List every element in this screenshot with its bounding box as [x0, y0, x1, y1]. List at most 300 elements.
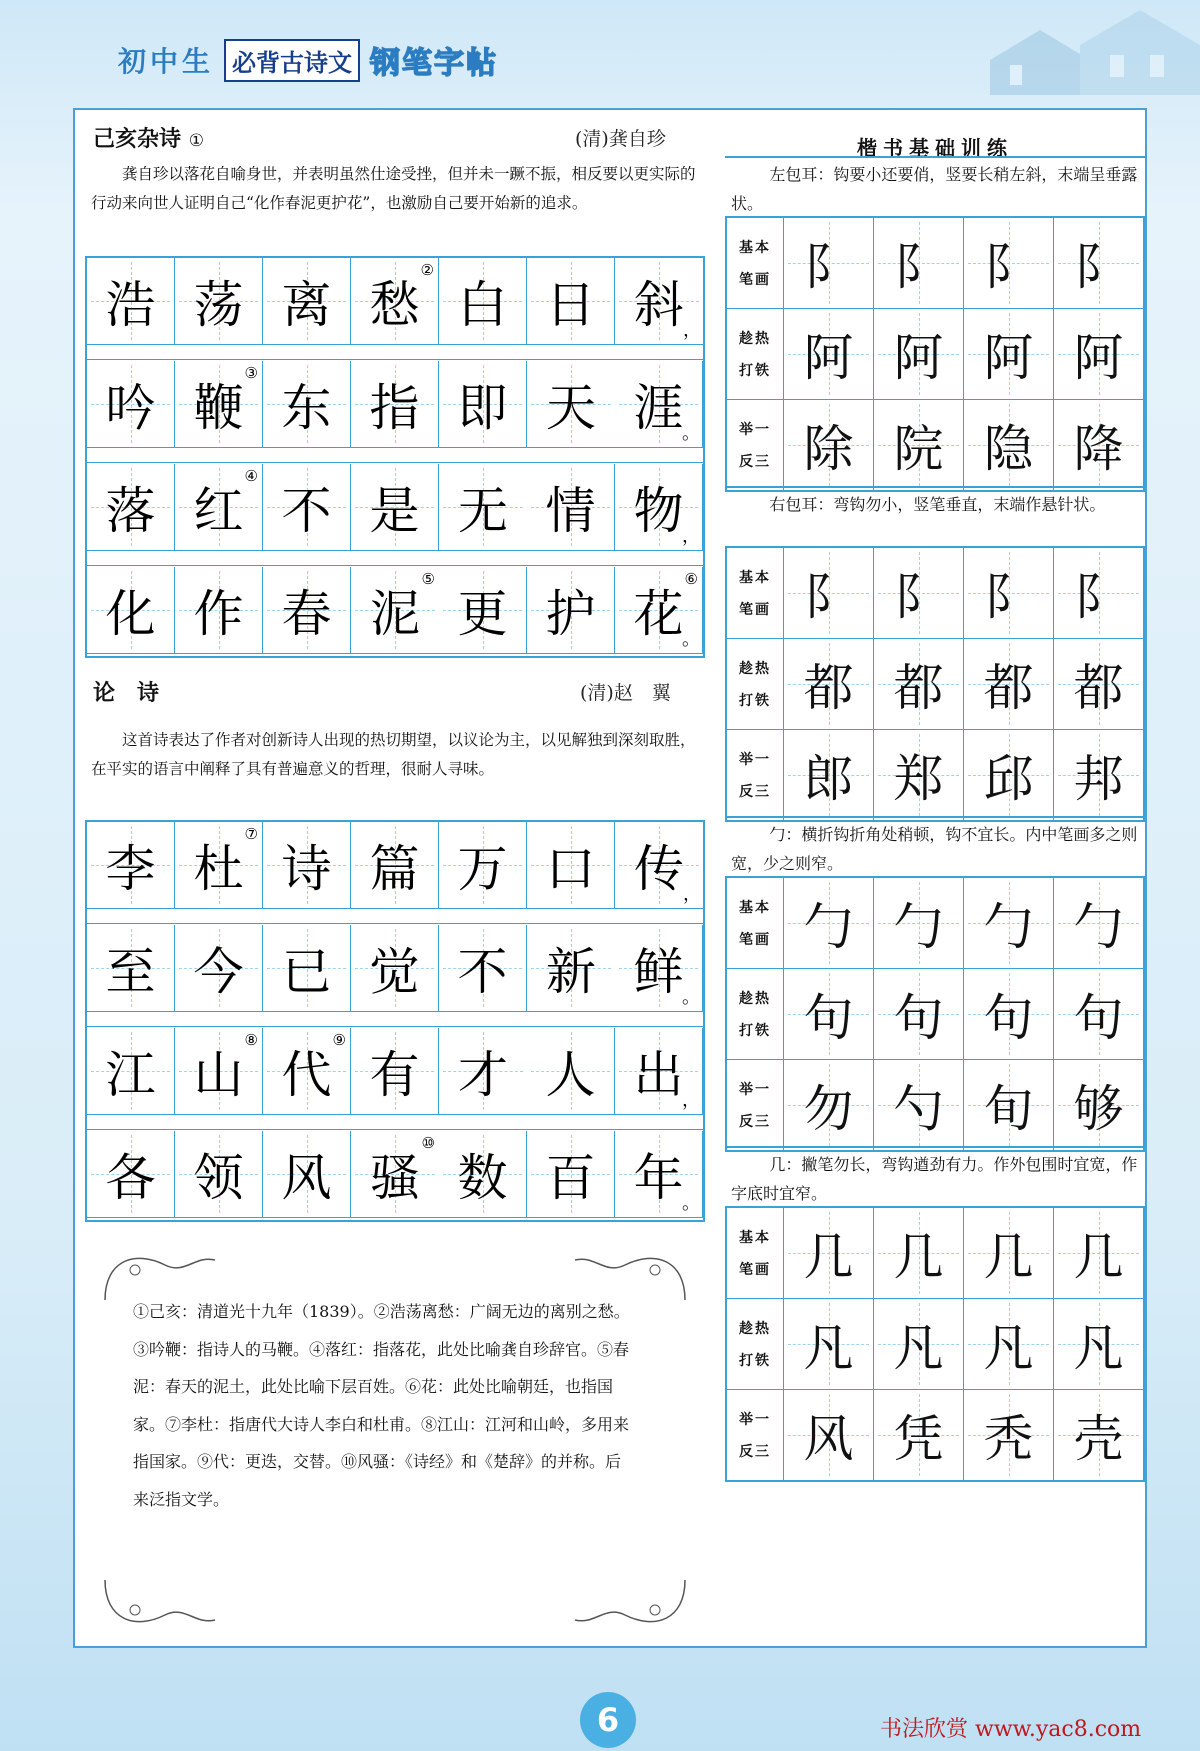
char-cell	[263, 1028, 351, 1115]
practice-character: 阝	[803, 568, 854, 626]
row-label-text: 基本	[739, 900, 771, 916]
practice-cell	[784, 878, 874, 968]
row-label-text: 基本	[739, 570, 771, 586]
row-label	[727, 639, 784, 729]
practice-row-hot	[727, 969, 1143, 1060]
practice-character: 几	[803, 1228, 854, 1286]
poem-character: 泥	[370, 585, 420, 644]
punctuation-mark: ，	[682, 1090, 700, 1112]
practice-cell	[964, 309, 1054, 399]
row-label	[727, 1299, 784, 1389]
practice-row-hot	[727, 639, 1143, 730]
practice-cell	[784, 548, 874, 638]
practice-cell	[964, 400, 1054, 490]
row-label	[727, 730, 784, 820]
poem-character: 风	[281, 1149, 332, 1208]
practice-cell	[1054, 969, 1143, 1059]
char-cell	[615, 1028, 703, 1115]
practice-cell	[784, 400, 874, 490]
char-cell	[615, 1131, 703, 1218]
row-label	[727, 1390, 784, 1480]
row-label-text: 趁热	[739, 661, 771, 677]
char-cell	[351, 567, 439, 654]
char-cell	[87, 1131, 175, 1218]
char-cell	[263, 1131, 351, 1218]
practice-character: 阝	[893, 568, 944, 626]
practice-character: 阝	[1073, 568, 1124, 626]
row-label-text: 趁热	[739, 1321, 771, 1337]
row-label	[727, 969, 784, 1059]
practice-character: 凡	[983, 1319, 1034, 1377]
practice-cell	[874, 1390, 964, 1480]
row-label-text: 反三	[739, 1444, 771, 1460]
char-cell	[351, 1028, 439, 1115]
poem-character: 白	[457, 276, 508, 334]
footnote-marker: ⑨	[332, 1031, 346, 1050]
char-cell	[439, 822, 527, 909]
char-cell	[615, 258, 703, 345]
practice-grid	[725, 216, 1145, 492]
char-cell	[527, 258, 615, 345]
row-label	[727, 400, 784, 490]
practice-character: 阿	[983, 329, 1034, 387]
poem-character: 化	[105, 585, 156, 644]
practice-cell	[874, 1299, 964, 1389]
poem-character: 离	[281, 276, 332, 334]
poem1-title-row	[93, 122, 204, 153]
practice-character: 阝	[893, 238, 944, 296]
poem-character: 江	[105, 1046, 156, 1105]
row-spacer	[87, 911, 703, 924]
poem2-intro: 这首诗表达了作者对创新诗人出现的热切期望，以议论为主，以见解独到深刻取胜，在平实的语言中阐释了具有普遍意义的哲理，很耐人寻味。	[91, 731, 696, 778]
row-label-text: 笔画	[739, 932, 771, 948]
char-cell	[175, 361, 263, 448]
practice-grid	[725, 876, 1145, 1152]
practice-cell	[874, 1060, 964, 1150]
practice-character: 邦	[1073, 750, 1124, 808]
row-label-text: 反三	[739, 784, 771, 800]
poem-character: 传	[634, 840, 684, 898]
practice-character: 勿	[803, 1080, 854, 1138]
poem-character: 篇	[369, 840, 420, 898]
char-cell	[175, 925, 263, 1012]
practice-cell	[784, 218, 874, 308]
practice-cell	[1054, 1390, 1143, 1480]
row-spacer	[87, 450, 703, 463]
practice-cell	[1054, 639, 1143, 729]
char-cell	[615, 925, 703, 1012]
practice-character: 勹	[983, 898, 1034, 956]
char-cell	[527, 925, 615, 1012]
char-cell	[615, 567, 703, 654]
char-cell	[527, 567, 615, 654]
poem-character: 日	[545, 276, 596, 334]
punctuation-mark: 。	[682, 987, 700, 1009]
practice-row-hot	[727, 309, 1143, 400]
poem-character: 有	[369, 1046, 420, 1105]
footnote-marker: ④	[244, 467, 258, 486]
practice-cell	[784, 730, 874, 820]
practice-character: 壳	[1073, 1410, 1124, 1468]
practice-character: 阝	[803, 238, 854, 296]
practice-cell	[874, 1208, 964, 1298]
practice-cell	[1054, 730, 1143, 820]
poem-character: 更	[457, 585, 508, 644]
row-spacer	[87, 1117, 703, 1130]
annotation-notes: ①己亥：清道光十九年（1839）。②浩荡离愁：广阔无边的离别之愁。③吟鞭：指诗人的马鞭。④落红：指落花，此处比喻龚自珍辞官。⑤春泥：春天的泥土，此处比喻下层百姓。⑥花：此处比喻朝廷，也指国家。⑦李杜：指唐代大诗人李白和杜甫。⑧江山：江河和山岭，多用来指国家。⑨代：更迭，交替。⑩风骚：《诗经》和《楚辞》的并称。后来泛指文学。	[133, 1302, 630, 1509]
char-cell	[351, 925, 439, 1012]
footnote-marker: ⑥	[684, 570, 698, 589]
punctuation-mark: ，	[683, 320, 701, 341]
punctuation-mark: 。	[682, 1193, 700, 1215]
char-cell	[175, 258, 263, 345]
poem-character: 才	[458, 1046, 508, 1105]
char-cell	[351, 258, 439, 345]
row-label	[727, 878, 784, 968]
practice-character: 秃	[983, 1410, 1034, 1468]
punctuation-mark: 。	[682, 629, 700, 651]
building-decoration-icon	[970, 0, 1200, 95]
practice-character: 句	[803, 989, 854, 1047]
practice-character: 降	[1073, 420, 1124, 478]
practice-row-apply	[727, 1060, 1143, 1150]
punctuation-mark: ，	[683, 884, 701, 905]
practice-character: 阝	[1073, 238, 1124, 296]
book-title-part3: 钢笔字帖	[370, 46, 499, 81]
practice-cell	[874, 400, 964, 490]
practice-cell	[964, 969, 1054, 1059]
poem1-intro: 龚自珍以落花自喻身世，并表明虽然仕途受挫，但并未一蹶不振，相反要以更实际的行动来向世人证明自己“化作春泥更护花”，也激励自己要开始新的追求。	[91, 165, 696, 212]
practice-cell	[874, 218, 964, 308]
poem-character: 不	[281, 482, 332, 541]
practice-row-basic	[727, 1208, 1143, 1299]
punctuation-mark: ，	[682, 526, 700, 548]
practice-cell	[964, 218, 1054, 308]
practice-cell	[784, 309, 874, 399]
poem-character: 各	[105, 1149, 156, 1208]
footnote-marker: ③	[244, 364, 258, 383]
char-cell	[87, 925, 175, 1012]
char-cell	[351, 1131, 439, 1218]
poem-character: 不	[457, 943, 508, 1002]
poem-character: 斜	[634, 276, 684, 334]
row-label-text: 笔画	[739, 602, 771, 618]
poem-character: 杜	[193, 840, 244, 898]
practice-cell	[964, 1299, 1054, 1389]
poem-character: 数	[457, 1149, 508, 1208]
practice-character: 勹	[893, 898, 944, 956]
poem-character: 出	[633, 1046, 684, 1105]
practice-character: 几	[1073, 1228, 1124, 1286]
poem-character: 无	[458, 482, 508, 541]
char-cell	[87, 361, 175, 448]
practice-character: 阿	[893, 329, 944, 387]
poem-character: 至	[105, 943, 156, 1002]
practice-cell	[784, 1390, 874, 1480]
book-title-banner	[118, 38, 498, 82]
practice-cell	[964, 1390, 1054, 1480]
practice-character: 句	[893, 989, 944, 1047]
poem-character: 东	[281, 379, 332, 438]
practice-cell	[874, 548, 964, 638]
poem-character: 荡	[193, 276, 244, 334]
row-label	[727, 309, 784, 399]
row-spacer	[87, 347, 703, 360]
practice-row-basic	[727, 548, 1143, 639]
practice-character: 勹	[1073, 898, 1124, 956]
char-cell	[263, 925, 351, 1012]
char-cell	[175, 464, 263, 551]
char-cell	[527, 464, 615, 551]
practice-cell	[1054, 400, 1143, 490]
practice-grid	[725, 1206, 1145, 1482]
char-cell	[351, 822, 439, 909]
practice-cell	[874, 969, 964, 1059]
practice-row-basic	[727, 218, 1143, 309]
char-cell	[615, 464, 703, 551]
poem-character: 已	[281, 943, 332, 1002]
poem-character: 浩	[105, 276, 156, 334]
poem1-author: (清)龚自珍	[575, 128, 666, 150]
practice-cell	[1054, 1060, 1143, 1150]
char-cell	[615, 822, 703, 909]
char-cell	[87, 567, 175, 654]
practice-character: 郑	[893, 750, 944, 808]
poem-character: 鲜	[633, 943, 684, 1002]
char-cell	[439, 464, 527, 551]
practice-cell	[1054, 878, 1143, 968]
poem-character: 骚	[370, 1149, 420, 1208]
char-cell	[263, 567, 351, 654]
poem-character: 红	[193, 482, 244, 541]
practice-character: 隐	[983, 420, 1034, 478]
poem-character: 诗	[281, 840, 332, 898]
poem-character: 即	[457, 379, 508, 438]
row-spacer	[87, 553, 703, 566]
poem-character: 物	[633, 482, 684, 541]
practice-cell	[874, 309, 964, 399]
practice-character: 几	[893, 1228, 944, 1286]
stroke-description: 右包耳：弯钩勿小，竖笔垂直，末端作悬针状。	[769, 495, 1106, 514]
poem-character: 今	[193, 943, 244, 1002]
poem-character: 春	[281, 585, 332, 644]
char-cell	[87, 822, 175, 909]
poem-character: 涯	[633, 379, 684, 438]
row-label-text: 基本	[739, 1230, 771, 1246]
poem-column	[75, 110, 715, 1646]
practice-cell	[874, 878, 964, 968]
practice-character: 都	[893, 659, 944, 717]
practice-character: 勺	[893, 1080, 944, 1138]
poem-character: 李	[105, 840, 156, 898]
poem1-title-note: ①	[188, 131, 204, 151]
char-cell	[351, 361, 439, 448]
row-label-text: 趁热	[739, 331, 771, 347]
practice-character: 阿	[1073, 329, 1124, 387]
practice-cell	[964, 878, 1054, 968]
row-label-text: 笔画	[739, 1262, 771, 1278]
practice-cell	[1054, 548, 1143, 638]
practice-character: 郎	[803, 750, 854, 808]
stroke-description: 左包耳：钩要小还要俏，竖要长稍左斜，末端呈垂露状。	[731, 165, 1138, 213]
poem-character: 觉	[369, 943, 420, 1002]
practice-cell	[1054, 218, 1143, 308]
char-cell	[439, 925, 527, 1012]
practice-title: 楷书基础训练	[857, 136, 1013, 160]
practice-character: 邱	[983, 750, 1034, 808]
practice-character: 旬	[983, 1080, 1034, 1138]
row-label	[727, 548, 784, 638]
practice-cell	[1054, 1208, 1143, 1298]
char-cell	[527, 361, 615, 448]
practice-row-apply	[727, 730, 1143, 820]
row-label-text: 打铁	[739, 693, 771, 709]
practice-character: 院	[893, 420, 944, 478]
row-label-text: 举一	[739, 1082, 771, 1098]
practice-row-apply	[727, 400, 1143, 490]
poem-character: 作	[193, 585, 244, 644]
poem-character: 情	[545, 482, 596, 541]
practice-cell	[964, 1208, 1054, 1298]
page-number: 6	[580, 1692, 636, 1748]
practice-cell	[964, 730, 1054, 820]
char-cell	[87, 258, 175, 345]
poem-character: 山	[193, 1046, 244, 1105]
practice-row-basic	[727, 878, 1143, 969]
practice-character: 凡	[893, 1319, 944, 1377]
char-cell	[263, 258, 351, 345]
poem2-author: (清)赵 翼	[580, 682, 671, 704]
practice-cell	[964, 548, 1054, 638]
practice-character: 阝	[983, 568, 1034, 626]
row-label-text: 趁热	[739, 991, 771, 1007]
practice-cell	[1054, 1299, 1143, 1389]
char-cell	[175, 1028, 263, 1115]
practice-row-hot	[727, 1299, 1143, 1390]
practice-character: 除	[803, 420, 854, 478]
row-label-text: 举一	[739, 1412, 771, 1428]
poem1-grid	[85, 256, 705, 658]
book-title-part2: 必背古诗文	[224, 39, 360, 82]
poem-character: 愁	[369, 276, 420, 334]
char-cell	[439, 1131, 527, 1218]
char-cell	[263, 822, 351, 909]
practice-cell	[1054, 309, 1143, 399]
book-title-part1: 初中生	[118, 45, 215, 78]
row-label-text: 基本	[739, 240, 771, 256]
char-cell	[615, 361, 703, 448]
char-cell	[263, 361, 351, 448]
practice-character: 阿	[803, 329, 854, 387]
char-cell	[439, 361, 527, 448]
poem-character: 口	[545, 840, 596, 898]
poem1-title: 己亥杂诗	[93, 127, 182, 152]
footnote-marker: ⑤	[421, 570, 435, 589]
row-label-text: 打铁	[739, 1023, 771, 1039]
row-label-text: 反三	[739, 454, 771, 470]
row-label-text: 打铁	[739, 1353, 771, 1369]
poem-character: 代	[281, 1046, 332, 1105]
char-cell	[351, 464, 439, 551]
poem-character: 花	[633, 585, 684, 644]
practice-character: 凭	[893, 1410, 944, 1468]
practice-character: 风	[803, 1410, 854, 1468]
poem-character: 新	[546, 943, 596, 1002]
row-spacer	[87, 1014, 703, 1027]
poem-character: 落	[105, 482, 156, 541]
char-cell	[175, 567, 263, 654]
practice-cell	[784, 639, 874, 729]
poem-character: 年	[633, 1149, 684, 1208]
practice-cell	[964, 639, 1054, 729]
row-label	[727, 1060, 784, 1150]
char-cell	[87, 464, 175, 551]
practice-character: 凡	[1073, 1319, 1124, 1377]
poem2-grid	[85, 820, 705, 1222]
poem-character: 万	[457, 840, 508, 898]
char-cell	[527, 822, 615, 909]
row-label-text: 打铁	[739, 363, 771, 379]
practice-cell	[784, 1060, 874, 1150]
char-cell	[263, 464, 351, 551]
stroke-description: 几：撇笔勿长，弯钩遒劲有力。作外包围时宜宽，作字底时宜窄。	[731, 1155, 1138, 1203]
practice-cell	[874, 730, 964, 820]
poem-character: 护	[545, 585, 596, 644]
footnote-marker: ⑧	[244, 1031, 258, 1050]
poem-character: 天	[546, 379, 596, 438]
poem2-title: 论 诗	[93, 681, 160, 706]
poem-character: 领	[193, 1149, 244, 1208]
practice-cell	[784, 1208, 874, 1298]
char-cell	[439, 1028, 527, 1115]
practice-character: 句	[983, 989, 1034, 1047]
practice-character: 够	[1073, 1080, 1124, 1138]
content-frame	[73, 108, 1147, 1648]
poem-character: 鞭	[193, 379, 244, 438]
poem-character: 是	[369, 482, 420, 541]
practice-character: 阝	[983, 238, 1034, 296]
practice-cell	[784, 1299, 874, 1389]
poem-character: 指	[369, 379, 420, 438]
footnote-marker: ⑩	[421, 1134, 435, 1153]
stroke-description: 勹：横折钩折角处稍顿，钩不宜长。内中笔画多之则宽，少之则窄。	[731, 825, 1138, 873]
row-label-text: 举一	[739, 752, 771, 768]
char-cell	[439, 567, 527, 654]
footnote-marker: ⑦	[244, 825, 258, 843]
practice-row-apply	[727, 1390, 1143, 1480]
practice-grid	[725, 546, 1145, 822]
practice-character: 凡	[803, 1319, 854, 1377]
site-watermark: 书法欣赏 www.yac8.com	[880, 1717, 1142, 1742]
poem-character: 百	[545, 1149, 596, 1208]
practice-cell	[874, 639, 964, 729]
row-label	[727, 218, 784, 308]
char-cell	[527, 1028, 615, 1115]
practice-character: 几	[983, 1228, 1034, 1286]
char-cell	[175, 1131, 263, 1218]
row-label-text: 笔画	[739, 272, 771, 288]
practice-character: 都	[983, 659, 1034, 717]
row-label-text: 举一	[739, 422, 771, 438]
row-label	[727, 1208, 784, 1298]
practice-cell	[784, 969, 874, 1059]
poem-character: 吟	[105, 379, 156, 438]
practice-character: 都	[803, 659, 854, 717]
practice-column	[725, 110, 1145, 1646]
footnote-marker: ②	[420, 261, 434, 279]
practice-character: 勹	[803, 898, 854, 956]
row-label-text: 反三	[739, 1114, 771, 1130]
